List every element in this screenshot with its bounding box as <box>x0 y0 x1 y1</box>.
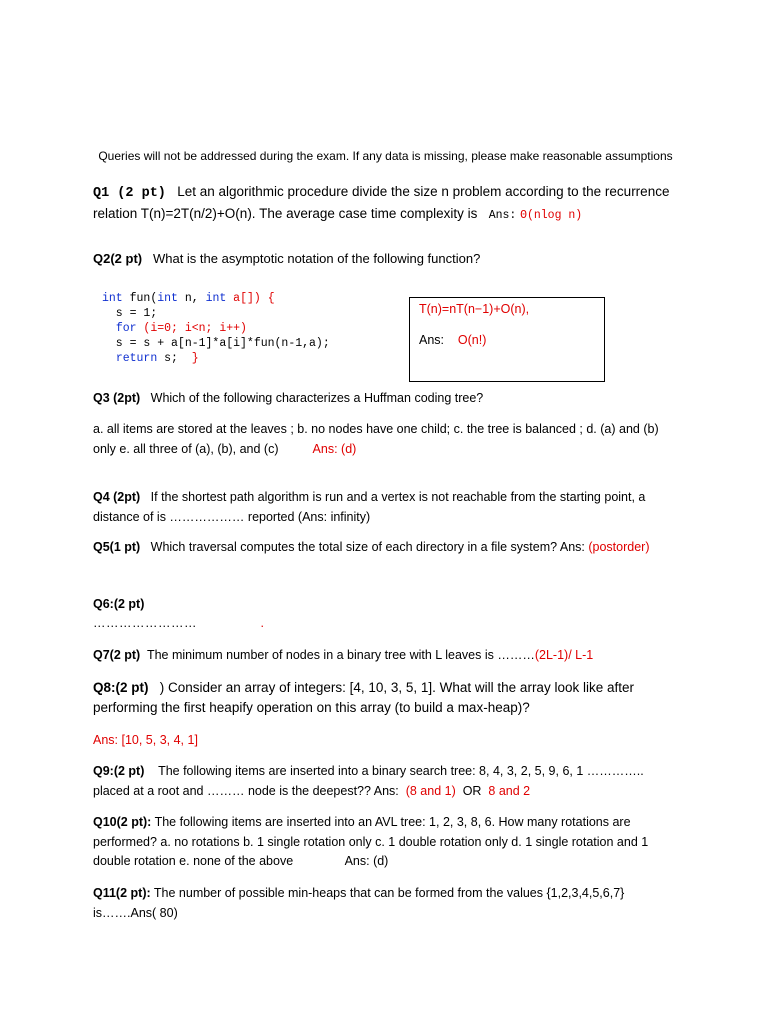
q5-answer: (postorder) <box>588 540 650 554</box>
box-answer-line <box>419 333 486 347</box>
q3-options: a. all items are stored at the leaves ; b. no nodes have one child; c. the tree is balanced ; d. (a) and (b) only e. all three of (a), (b), and (c) <box>93 422 659 456</box>
q7-answer: (2L-1)/ L-1 <box>534 648 594 662</box>
q6-dots: …………………… <box>93 615 197 630</box>
q6-label: Q6:(2 pt) <box>93 597 145 611</box>
code-kw: int <box>102 292 123 305</box>
q10-answer: Ans: (d) <box>344 854 389 868</box>
code-line-2: s = 1; <box>102 307 158 320</box>
q3-options-block <box>93 420 678 459</box>
code-text: (i=0; i<n; i++) <box>136 322 247 335</box>
q3-answer: Ans: (d) <box>312 441 357 456</box>
box-recurrence: T(n)=nT(n−1)+O(n), <box>419 302 530 316</box>
code-text: fun( <box>122 292 158 305</box>
question-3 <box>93 389 678 409</box>
question-9 <box>93 762 678 801</box>
code-kw: for <box>115 322 137 335</box>
box-answer: O(n!) <box>457 333 487 347</box>
question-11 <box>93 884 678 923</box>
q7-text: The minimum number of nodes in a binary tree with L leaves is ……… <box>146 648 535 662</box>
question-2 <box>93 249 678 269</box>
question-10 <box>93 813 678 872</box>
q5-text: Which traversal computes the total size of each directory in a file system? Ans: <box>150 540 585 554</box>
question-4 <box>93 488 678 527</box>
q8-answer: Ans: [10, 5, 3, 4, 1] <box>93 733 198 747</box>
q10-text: The following items are inserted into an AVL tree: 1, 2, 3, 8, 6. How many rotations are performed? a. no rotations b. 1 single rotation only c. 1 double rotation only d. 1 single rotation and 1 double rotation e. none of the above <box>93 815 649 868</box>
code-block <box>102 291 330 366</box>
q9-or: OR <box>462 783 482 798</box>
q10-label: Q10(2 pt): <box>93 815 152 829</box>
question-8 <box>93 678 678 718</box>
code-text: s; <box>157 352 192 365</box>
q7-label: Q7(2 pt) <box>93 648 141 662</box>
question-6 <box>93 595 678 633</box>
box-ans-label: Ans: <box>419 333 445 347</box>
q4-label: Q4 (2pt) <box>93 490 141 504</box>
code-kw: int <box>157 292 178 305</box>
q9-text: The following items are inserted into a binary search tree: 8, 4, 3, 2, 5, 9, 6, 1 ………….. placed at a root and ……… node is the deepest?? Ans: <box>93 764 644 798</box>
q6-answer-line <box>93 614 678 634</box>
question-1 <box>93 182 678 225</box>
q1-ans-label: Ans: <box>488 208 517 222</box>
q2-text: What is the asymptotic notation of the following function? <box>152 251 481 266</box>
q6-red-dot: . <box>260 615 264 630</box>
q3-text: Which of the following characterizes a Huffman coding tree? <box>150 391 484 405</box>
q8-text: ) Consider an array of integers: [4, 10, 3, 5, 1]. What will the array look like after performing the first heapify operation on this array (to build a max-heap)? <box>93 680 634 715</box>
code-kw: int <box>205 292 227 305</box>
exam-notice: Queries will not be addressed during the exam. If any data is missing, please make reasonable assumptions <box>98 149 673 163</box>
q8-label: Q8:(2 pt) <box>93 680 149 695</box>
q11-text: The number of possible min-heaps that can be formed from the values {1,2,3,4,5,6,7} is…….Ans( 80) <box>93 886 625 920</box>
q9-answer-2: 8 and 2 <box>488 783 531 798</box>
question-5 <box>93 538 678 558</box>
q1-text: Let an algorithmic procedure divide the size n problem according to the recurrence relation T(n)=2T(n/2)+O(n). The average case time complexity is <box>93 184 670 221</box>
q1-label: Q1 (2 pt) <box>93 186 166 201</box>
q2-label: Q2(2 pt) <box>93 251 143 266</box>
answer-box <box>409 297 605 382</box>
code-brace: } <box>191 352 199 365</box>
q9-label: Q9:(2 pt) <box>93 764 145 778</box>
q4-text: If the shortest path algorithm is run and a vertex is not reachable from the starting point, a distance of is ……………… reported (Ans: infinity) <box>93 490 646 524</box>
code-text: a[]) { <box>226 292 275 305</box>
q9-answer-1: (8 and 1) <box>405 783 456 798</box>
q11-label: Q11(2 pt): <box>93 886 151 900</box>
q1-answer: Θ(nlog n) <box>520 208 583 222</box>
code-text: n, <box>177 292 206 305</box>
q3-label: Q3 (2pt) <box>93 391 141 405</box>
question-7 <box>93 646 678 666</box>
code-line-4: s = s + a[n-1]*a[i]*fun(n-1,a); <box>102 337 330 350</box>
q5-label: Q5(1 pt) <box>93 540 141 554</box>
code-kw: return <box>115 352 158 365</box>
